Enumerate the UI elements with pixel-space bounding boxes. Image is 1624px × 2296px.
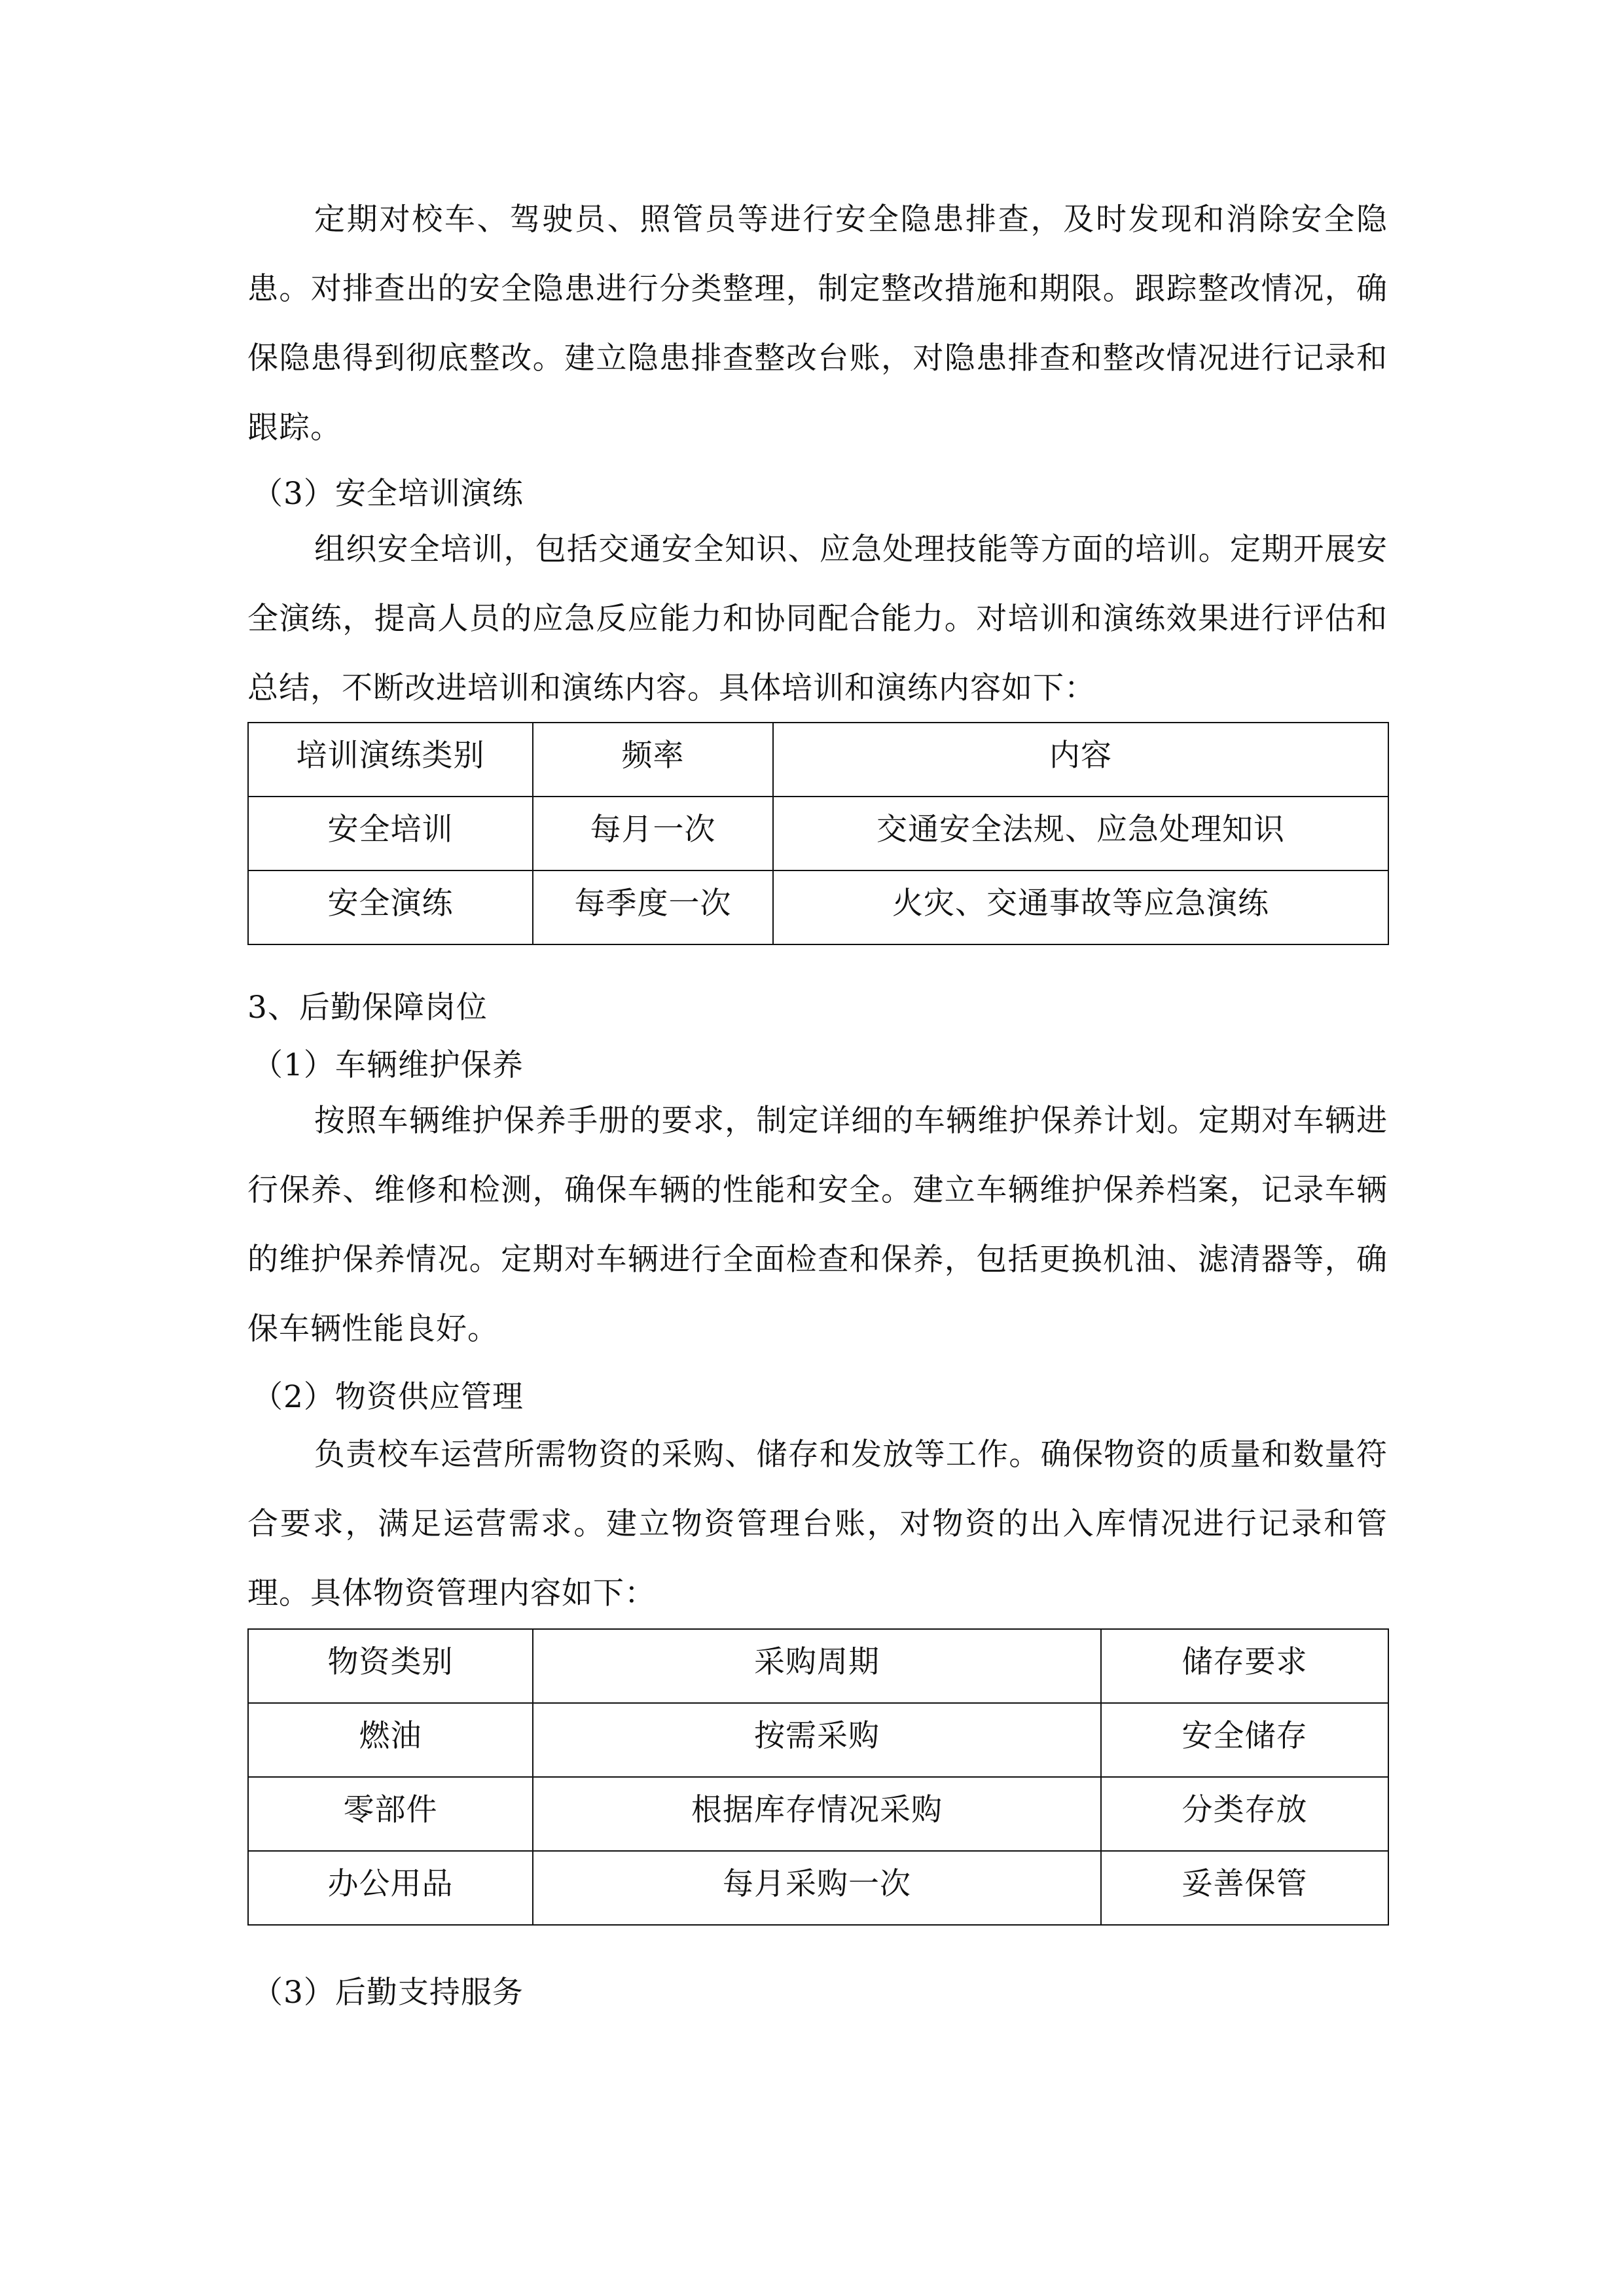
table-header-cell: 储存要求 <box>1101 1629 1388 1703</box>
training-heading: （3）安全培训演练 <box>252 476 524 512</box>
table-cell: 分类存放 <box>1101 1777 1388 1851</box>
table-row <box>248 1703 1388 1777</box>
table-cell: 按需采购 <box>533 1703 1101 1777</box>
table-row <box>248 870 1388 944</box>
table-cell: 办公用品 <box>248 1851 533 1925</box>
table-header-cell: 培训演练类别 <box>248 723 533 797</box>
table-header-row <box>248 1629 1388 1703</box>
table-header-row <box>248 723 1388 797</box>
supply-table <box>247 1628 1389 1926</box>
table-cell: 根据库存情况采购 <box>533 1777 1101 1851</box>
table-header-cell: 频率 <box>533 723 773 797</box>
table-row <box>248 797 1388 870</box>
table-row <box>248 1851 1388 1925</box>
table-cell: 安全演练 <box>248 870 533 944</box>
table-row <box>248 1777 1388 1851</box>
table-cell: 零部件 <box>248 1777 533 1851</box>
table-cell: 每月一次 <box>533 797 773 870</box>
training-table <box>247 722 1389 945</box>
supply-heading: （2）物资供应管理 <box>252 1379 524 1415</box>
logistics-heading: 3、后勤保障岗位 <box>247 990 488 1026</box>
table-cell: 安全储存 <box>1101 1703 1388 1777</box>
maintenance-heading: （1）车辆维护保养 <box>252 1047 524 1083</box>
table-header-cell: 内容 <box>773 723 1388 797</box>
maintenance-paragraph: 按照车辆维护保养手册的要求，制定详细的车辆维护保养计划。定期对车辆进行保养、维修和检测，确保车辆的性能和安全。建立车辆维护保养档案，记录车辆的维护保养情况。定期对车辆进行全面检查和保养，包括更换机油、滤清器等，确保车辆性能良好。 <box>247 1103 1388 1347</box>
table-cell: 每月采购一次 <box>533 1851 1101 1925</box>
table-cell: 燃油 <box>248 1703 533 1777</box>
table-header-cell: 物资类别 <box>248 1629 533 1703</box>
support-heading: （3）后勤支持服务 <box>252 1975 524 2011</box>
table-cell: 妥善保管 <box>1101 1851 1388 1925</box>
hazard-paragraph: 定期对校车、驾驶员、照管员等进行安全隐患排查，及时发现和消除安全隐患。对排查出的安全隐患进行分类整理，制定整改措施和期限。跟踪整改情况，确保隐患得到彻底整改。建立隐患排查整改台账，对隐患排查和整改情况进行记录和跟踪。 <box>247 202 1388 446</box>
table-cell: 交通安全法规、应急处理知识 <box>773 797 1388 870</box>
training-paragraph: 组织安全培训，包括交通安全知识、应急处理技能等方面的培训。定期开展安全演练，提高人员的应急反应能力和协同配合能力。对培训和演练效果进行评估和总结，不断改进培训和演练内容。具体培训和演练内容如下： <box>247 531 1388 706</box>
table-cell: 每季度一次 <box>533 870 773 944</box>
table-cell: 火灾、交通事故等应急演练 <box>773 870 1388 944</box>
supply-paragraph: 负责校车运营所需物资的采购、储存和发放等工作。确保物资的质量和数量符合要求，满足运营需求。建立物资管理台账，对物资的出入库情况进行记录和管理。具体物资管理内容如下： <box>247 1437 1388 1611</box>
table-cell: 安全培训 <box>248 797 533 870</box>
table-header-cell: 采购周期 <box>533 1629 1101 1703</box>
